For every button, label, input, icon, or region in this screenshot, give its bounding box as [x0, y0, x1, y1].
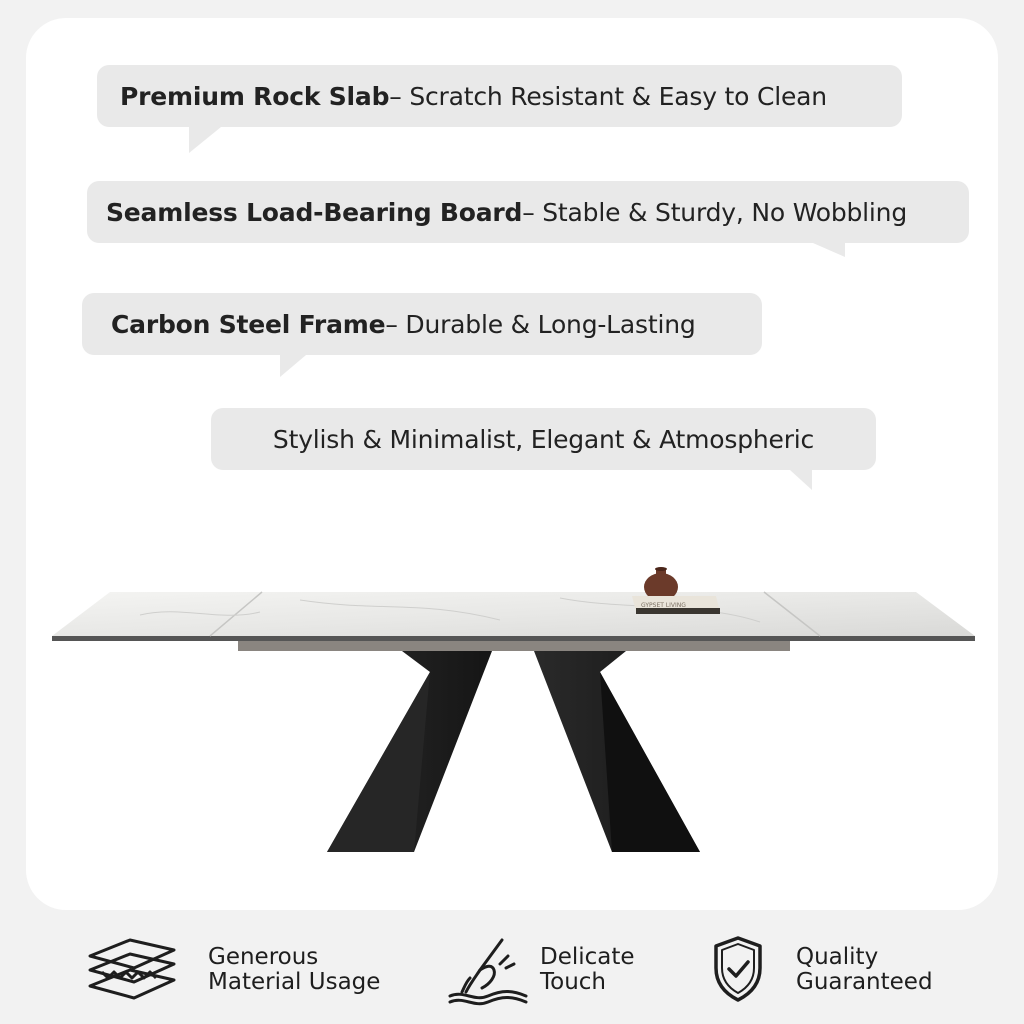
feature-touch-label [540, 945, 635, 995]
table-top [52, 592, 975, 641]
shield-check-icon [700, 934, 796, 1006]
callout-style-text: Stylish & Minimalist, Elegant & Atmospheric [272, 424, 815, 454]
feature-material-label [208, 945, 380, 995]
book-title: GYPSET LIVING [641, 602, 686, 609]
callout-steel-frame-text: – Durable & Long-Lasting [385, 309, 696, 339]
hand-touch-icon [440, 934, 536, 1006]
callout-rock-slab-text: – Scratch Resistant & Easy to Clean [389, 81, 827, 111]
callout-load-board-bold: Seamless Load-Bearing Board [106, 197, 523, 227]
feature-material-line1: Generous [208, 944, 319, 970]
feature-quality-line1: Quality [796, 944, 879, 970]
callout-steel-frame-bold: Carbon Steel Frame [111, 309, 386, 339]
callout-rock-slab-bold: Premium Rock Slab [120, 81, 390, 111]
feature-quality-line2: Guaranteed [796, 969, 933, 995]
callout-load-board-text: – Stable & Sturdy, No Wobbling [522, 197, 907, 227]
feature-quality-label [796, 945, 933, 995]
table-apron [238, 641, 790, 651]
feature-quality [700, 934, 933, 1006]
feature-material [82, 934, 380, 1006]
feature-material-line2: Material Usage [208, 969, 381, 995]
feature-bar [0, 912, 1024, 1024]
layers-icon [82, 934, 178, 1006]
feature-touch-line1: Delicate [540, 944, 635, 970]
feature-touch [440, 934, 635, 1006]
vase-decor [644, 567, 678, 601]
table-legs [327, 651, 700, 852]
feature-touch-line2: Touch [540, 969, 607, 995]
